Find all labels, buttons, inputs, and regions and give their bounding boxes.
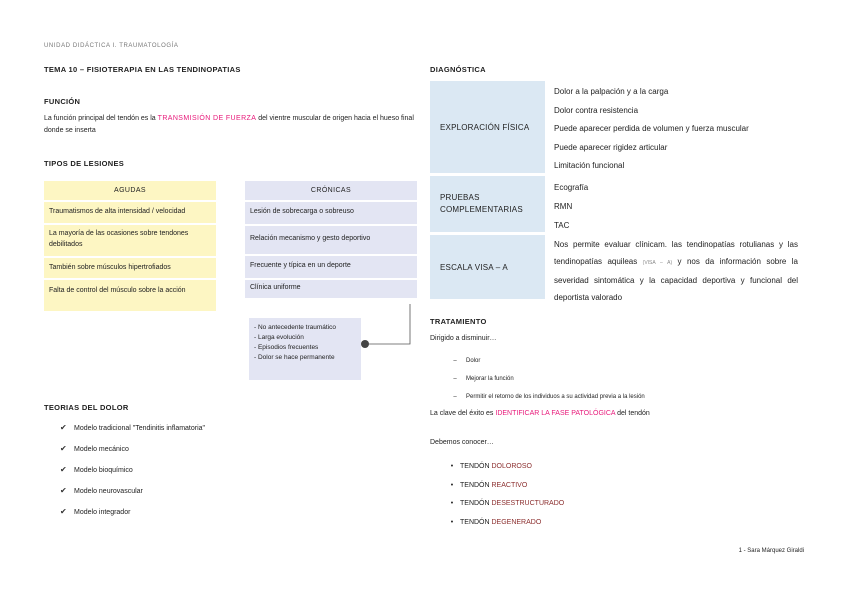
visa-scale-label (430, 235, 545, 299)
clinic-details-box (249, 318, 361, 380)
check-icon: ✔ (60, 486, 67, 495)
complementary-tests-label (430, 176, 545, 232)
clinic-detail: - Dolor se hace permanente (254, 354, 335, 362)
chronic-item: Clínica uniforme (245, 278, 417, 298)
function-text-before: La función principal del tendón es la (44, 115, 158, 122)
diagnosis-heading: DIAGNÓSTICA (430, 65, 486, 74)
acute-title: AGUDAS (44, 181, 216, 200)
physical-exam-list (554, 83, 749, 176)
physical-exam-item: Limitación funcional (554, 161, 625, 170)
visa-description (554, 236, 798, 306)
physical-exam-item: Dolor a la palpación y a la carga (554, 87, 669, 96)
list-item: • TENDÓN DEGENERADO (450, 518, 542, 526)
check-icon: ✔ (60, 423, 67, 432)
key-text-after: del tendón (615, 410, 650, 417)
treatment-heading: TRATAMIENTO (430, 317, 487, 326)
acute-item: También sobre músculos hipertrofiados (44, 256, 216, 278)
treatment-item: Dolor (466, 358, 481, 364)
treatment-intro: Dirigido a disminuir… (430, 335, 497, 342)
phase-state: DEGENERADO (491, 518, 542, 526)
chronic-title: CRÓNICAS (245, 181, 417, 200)
clinic-detail: - Episodios frecuentes (254, 344, 319, 352)
check-icon: ✔ (60, 507, 67, 516)
visa-text-after: y nos da información sobre la severidad sintomática y la capacidad deportiva y funcional del deportista valorado (554, 257, 798, 302)
theory-label: Modelo bioquímico (74, 467, 133, 474)
list-item: – Permitir el retorno de los individuos a su actividad previa a la lesión (453, 394, 645, 400)
acute-table (44, 181, 216, 311)
acute-item: Falta de control del músculo sobre la acción (44, 278, 216, 311)
list-item (60, 423, 205, 444)
tendon-phase-list (444, 458, 564, 532)
check-icon: ✔ (60, 465, 67, 474)
test-item: Ecografía (554, 183, 589, 192)
clinic-detail: - No antecedente traumático (254, 324, 337, 331)
phase-prefix: TENDÓN (460, 481, 492, 489)
list-item: • TENDÓN DESESTRUCTURADO (450, 500, 565, 507)
theory-label: Modelo tradicional "Tendinitis inflamatoria" (74, 425, 206, 432)
phase-state: DOLOROSO (491, 463, 532, 470)
phase-state: REACTIVO (491, 481, 528, 489)
physical-exam-item: Dolor contra resistencia (554, 105, 639, 115)
physical-exam-label-text: EXPLORACIÓN FÍSICA (440, 122, 530, 132)
footer-author: 1 - Sara Márquez Giraldi (738, 548, 804, 554)
acute-item: La mayoría de las ocasiones sobre tendones debilitados (44, 223, 216, 256)
phase-prefix: TENDÓN (460, 463, 492, 470)
pain-theories-list (60, 423, 205, 528)
chronic-item: Relación mecanismo y gesto deportivo (245, 224, 417, 254)
physical-exam-item: Puede aparecer rigidez articular (554, 142, 668, 152)
list-item (60, 507, 205, 528)
theory-label: Modelo mecánico (74, 446, 129, 453)
theory-label: Modelo neurovascular (74, 488, 143, 495)
function-text (44, 113, 420, 138)
list-item: • TENDÓN DOLOROSO (450, 463, 532, 470)
lesions-heading: TIPOS DE LESIONES (44, 159, 125, 168)
treatment-item: Permitir el retorno de los individuos a su actividad previa a la lesión (466, 394, 645, 400)
know-intro: Debemos conocer… (430, 439, 494, 446)
pain-theories-heading: TEORIAS DEL DOLOR (44, 403, 129, 412)
clinic-detail: - Larga evolución (254, 334, 304, 342)
list-item: – Mejorar la función (453, 376, 514, 382)
treatment-list (444, 352, 645, 406)
tests-label-line: PRUEBAS (440, 192, 480, 202)
chronic-item: Lesión de sobrecarga o sobreuso (245, 200, 417, 224)
physical-exam-item: Puede aparecer perdida de volumen y fuerza muscular (554, 124, 749, 133)
theory-label: Modelo integrador (74, 509, 131, 516)
check-icon: ✔ (60, 444, 67, 453)
phase-prefix: TENDÓN (460, 518, 492, 526)
key-text-before: La clave del éxito es (430, 410, 496, 417)
phase-state: DESESTRUCTURADO (491, 500, 565, 507)
topic-title: TEMA 10 – FISIOTERAPIA EN LAS TENDINOPATIAS (44, 65, 241, 74)
function-heading: FUNCIÓN (44, 97, 81, 106)
key-highlight: IDENTIFICAR LA FASE PATOLÓGICA (495, 410, 616, 417)
visa-text-before: Nos permite evaluar clínicam. las tendinopatías rotulianas y las tendinopatías aquileas (554, 240, 798, 266)
chronic-item: Frecuente y típica en un deporte (245, 254, 417, 278)
complementary-tests-list (554, 178, 588, 235)
chronic-table (245, 181, 417, 298)
list-item: • TENDÓN REACTIVO (450, 481, 528, 489)
test-item: TAC (554, 221, 570, 230)
function-highlight: TRANSMISIÓN DE FUERZA (157, 115, 257, 122)
function-text-after: del vientre muscular de origen hacia el hueso final donde se inserta (44, 115, 414, 135)
test-item: RMN (554, 202, 573, 211)
list-item: – Dolor (453, 358, 481, 364)
list-item (60, 444, 205, 465)
visa-small: (VISA – A) (642, 260, 673, 266)
connector-line (355, 300, 415, 350)
tests-label-line: COMPLEMENTARIAS (440, 205, 523, 214)
phase-prefix: TENDÓN (460, 500, 492, 507)
treatment-item: Mejorar la función (466, 376, 514, 382)
unit-header: UNIDAD DIDÁCTICA I. TRAUMATOLOGÍA (44, 43, 179, 49)
list-item (60, 486, 205, 507)
list-item (60, 465, 205, 486)
visa-label-text: ESCALA VISA – A (440, 262, 508, 272)
acute-item: Traumatismos de alta intensidad / velocidad (44, 200, 216, 223)
physical-exam-label (430, 81, 545, 173)
key-success (430, 410, 650, 417)
